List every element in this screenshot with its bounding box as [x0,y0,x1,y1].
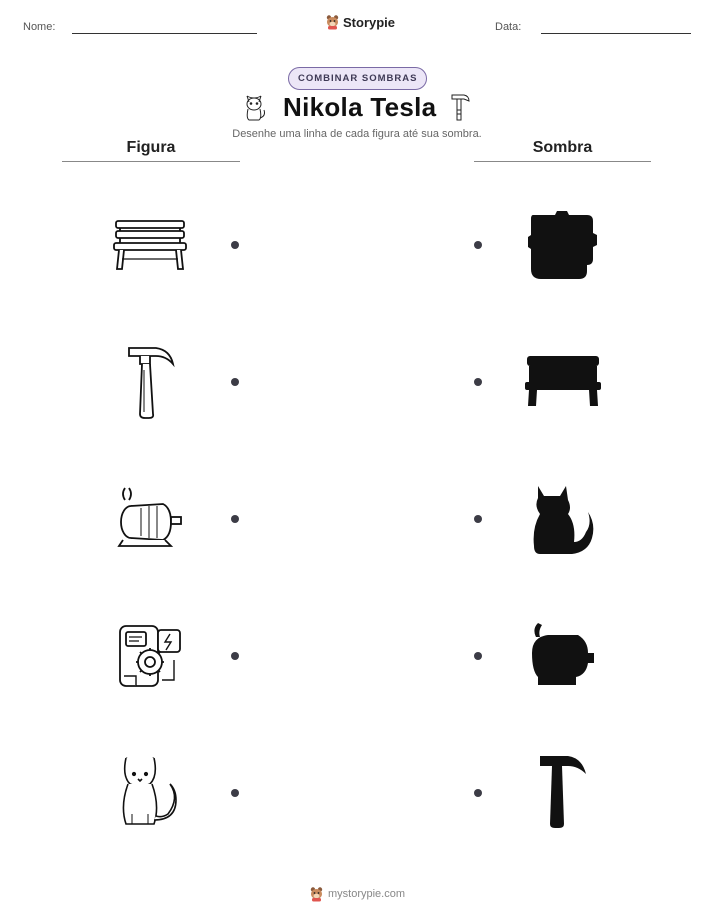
bench-shadow-icon [525,354,601,410]
shadows-column-header: Sombra [532,139,593,156]
name-label: Nome: [23,21,56,33]
hammer-decoration-icon [448,92,472,122]
bench-icon [112,217,188,273]
cat-icon [118,754,184,830]
shadow-3-dot[interactable] [474,515,482,523]
figures-column-header: Figura [126,139,176,156]
instructions: Desenhe uma linha de cada figura até sua sombra. [232,128,482,140]
hammer-icon [126,346,176,420]
circuit-gear-icon [114,620,186,692]
page-title: Nikola Tesla [283,92,437,122]
figure-4-dot[interactable] [231,652,239,660]
shadow-5-dot[interactable] [474,789,482,797]
brand-name: Storypie [343,14,396,30]
figures-header-rule [62,161,240,162]
shadow-1-dot[interactable] [474,241,482,249]
electric-motor-shadow-icon [526,619,596,689]
footer [0,886,714,902]
storypie-mascot-icon [325,14,340,30]
date-field[interactable] [541,33,691,34]
shadows-header-rule [474,161,651,162]
date-label: Data: [495,21,522,33]
brand-logo [325,14,395,30]
figure-1-dot[interactable] [231,241,239,249]
shadow-4-dot[interactable] [474,652,482,660]
activity-badge: COMBINAR SOMBRAS [288,67,427,90]
cat-decoration-icon [240,92,268,122]
electric-motor-icon [117,486,185,550]
figure-5-dot[interactable] [231,789,239,797]
name-field[interactable] [72,33,257,34]
cat-shadow-icon [530,484,594,556]
circuit-gear-shadow-icon [527,209,599,281]
shadow-2-dot[interactable] [474,378,482,386]
figure-3-dot[interactable] [231,515,239,523]
footer-site-link[interactable]: mystorypie.com [327,888,406,900]
hammer-shadow-icon [538,754,588,830]
storypie-mascot-icon [309,886,324,902]
figure-2-dot[interactable] [231,378,239,386]
